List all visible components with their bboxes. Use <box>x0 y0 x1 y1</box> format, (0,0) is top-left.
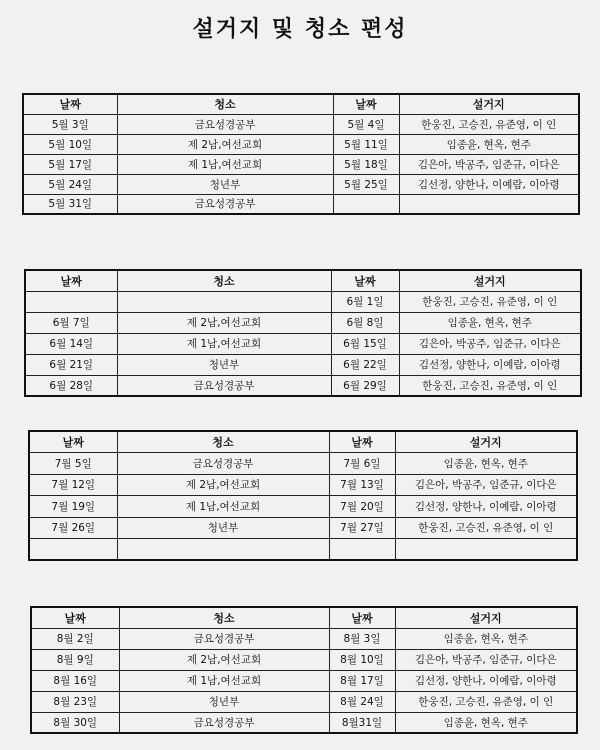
cell-dishes-members: 한웅진, 고승진, 유준영, 이 인 <box>399 291 581 312</box>
table-row <box>23 194 579 214</box>
cell-date: 8월 3일 <box>329 628 395 649</box>
cell-cleaning-group: 제 2남,여선교회 <box>117 134 333 154</box>
table-row <box>29 453 577 475</box>
cell-date <box>29 539 117 561</box>
header-date: 날짜 <box>29 431 117 453</box>
table-row <box>31 670 577 691</box>
cell-date: 8월 2일 <box>31 628 119 649</box>
cell-dishes-members: 임종윤, 현옥, 현주 <box>395 712 577 733</box>
cell-cleaning-group: 청년부 <box>117 517 329 539</box>
table-row <box>25 312 581 333</box>
cell-cleaning-group: 제 1남,여선교회 <box>117 154 333 174</box>
schedule-table-may <box>22 93 580 215</box>
cell-date: 8월 10일 <box>329 649 395 670</box>
table-row <box>23 134 579 154</box>
cell-cleaning-group: 제 2남,여선교회 <box>117 312 331 333</box>
cell-dishes-members: 임종윤, 현옥, 현주 <box>395 453 577 475</box>
table-row <box>25 333 581 354</box>
cell-date: 8월 24일 <box>329 691 395 712</box>
cell-date: 5월 17일 <box>23 154 117 174</box>
header-date: 날짜 <box>333 94 399 114</box>
cell-dishes-members: 한웅진, 고승진, 유준영, 이 인 <box>399 375 581 396</box>
header-cleaning: 청소 <box>119 607 329 628</box>
cell-dishes-members: 김선정, 양한나, 이예람, 이아령 <box>395 670 577 691</box>
cell-date: 5월 11일 <box>333 134 399 154</box>
header-date: 날짜 <box>23 94 117 114</box>
table-row <box>29 517 577 539</box>
header-date: 날짜 <box>329 607 395 628</box>
cell-cleaning-group <box>117 291 331 312</box>
cell-cleaning-group: 제 1남,여선교회 <box>117 496 329 518</box>
cell-cleaning-group: 금요성경공부 <box>117 453 329 475</box>
cell-dishes-members: 김은아, 박공주, 임준규, 이다은 <box>395 474 577 496</box>
cell-date: 6월 22일 <box>331 354 399 375</box>
cell-cleaning-group: 금요성경공부 <box>117 114 333 134</box>
header-row <box>25 270 581 291</box>
cell-cleaning-group: 금요성경공부 <box>119 712 329 733</box>
table-row <box>23 174 579 194</box>
header-date: 날짜 <box>31 607 119 628</box>
header-dishes: 설거지 <box>399 270 581 291</box>
cell-date: 5월 25일 <box>333 174 399 194</box>
cell-cleaning-group <box>117 539 329 561</box>
header-cleaning: 청소 <box>117 270 331 291</box>
cell-dishes-members: 임종윤, 현옥, 현주 <box>399 312 581 333</box>
cell-cleaning-group: 제 1남,여선교회 <box>119 670 329 691</box>
cell-dishes-members: 한웅진, 고승진, 유준영, 이 인 <box>395 691 577 712</box>
cell-dishes-members: 김선정, 양한나, 이예람, 이아령 <box>399 354 581 375</box>
cell-date: 6월 7일 <box>25 312 117 333</box>
table-row <box>31 712 577 733</box>
table-row <box>25 354 581 375</box>
cell-dishes-members: 김은아, 박공주, 임준규, 이다은 <box>399 333 581 354</box>
cell-date: 8월 23일 <box>31 691 119 712</box>
cell-dishes-members <box>395 539 577 561</box>
cell-dishes-members <box>399 194 579 214</box>
table-row <box>31 691 577 712</box>
header-dishes: 설거지 <box>395 607 577 628</box>
cell-date: 6월 1일 <box>331 291 399 312</box>
cell-cleaning-group: 제 2남,여선교회 <box>119 649 329 670</box>
table-row <box>23 154 579 174</box>
cell-date: 7월 26일 <box>29 517 117 539</box>
table-row <box>31 628 577 649</box>
cell-date: 7월 6일 <box>329 453 395 475</box>
cell-dishes-members: 김선정, 양한나, 이예람, 이아령 <box>395 496 577 518</box>
cell-date: 8월 16일 <box>31 670 119 691</box>
cell-date: 8월 9일 <box>31 649 119 670</box>
schedule-table-june <box>24 269 582 397</box>
schedule-table-august <box>30 606 578 734</box>
cell-date: 6월 21일 <box>25 354 117 375</box>
cell-cleaning-group: 제 2남,여선교회 <box>117 474 329 496</box>
cell-date: 5월 31일 <box>23 194 117 214</box>
cell-date: 6월 14일 <box>25 333 117 354</box>
cell-cleaning-group: 금요성경공부 <box>117 194 333 214</box>
cell-cleaning-group: 청년부 <box>119 691 329 712</box>
cell-date: 5월 18일 <box>333 154 399 174</box>
header-cleaning: 청소 <box>117 431 329 453</box>
cell-date <box>333 194 399 214</box>
cell-date: 5월 4일 <box>333 114 399 134</box>
cell-dishes-members: 임종윤, 현옥, 현주 <box>395 628 577 649</box>
cell-date: 6월 15일 <box>331 333 399 354</box>
header-date: 날짜 <box>331 270 399 291</box>
table-row <box>29 496 577 518</box>
cell-date: 6월 29일 <box>331 375 399 396</box>
header-dishes: 설거지 <box>399 94 579 114</box>
table-row <box>25 291 581 312</box>
cell-dishes-members: 김은아, 박공주, 임준규, 이다은 <box>399 154 579 174</box>
cell-date: 5월 3일 <box>23 114 117 134</box>
cell-cleaning-group: 제 1남,여선교회 <box>117 333 331 354</box>
cell-date: 5월 24일 <box>23 174 117 194</box>
schedule-table-july <box>28 430 578 561</box>
cell-date: 6월 8일 <box>331 312 399 333</box>
cell-dishes-members: 임종윤, 현옥, 현주 <box>399 134 579 154</box>
table-row <box>29 539 577 561</box>
cell-date: 5월 10일 <box>23 134 117 154</box>
cell-cleaning-group: 청년부 <box>117 174 333 194</box>
cell-date: 7월 19일 <box>29 496 117 518</box>
cell-dishes-members: 김선정, 양한나, 이예람, 이아령 <box>399 174 579 194</box>
cell-date <box>329 539 395 561</box>
header-cleaning: 청소 <box>117 94 333 114</box>
cell-date <box>25 291 117 312</box>
header-row <box>23 94 579 114</box>
header-date: 날짜 <box>25 270 117 291</box>
cell-date: 8월 17일 <box>329 670 395 691</box>
header-dishes: 설거지 <box>395 431 577 453</box>
cell-date: 7월 13일 <box>329 474 395 496</box>
header-date: 날짜 <box>329 431 395 453</box>
cell-date: 7월 20일 <box>329 496 395 518</box>
table-row <box>23 114 579 134</box>
cell-cleaning-group: 청년부 <box>117 354 331 375</box>
header-row <box>31 607 577 628</box>
table-row <box>29 474 577 496</box>
cell-date: 6월 28일 <box>25 375 117 396</box>
header-row <box>29 431 577 453</box>
cell-dishes-members: 한웅진, 고승진, 유준영, 이 인 <box>399 114 579 134</box>
cell-date: 7월 27일 <box>329 517 395 539</box>
cell-date: 7월 12일 <box>29 474 117 496</box>
cell-date: 8월31일 <box>329 712 395 733</box>
table-row <box>25 375 581 396</box>
table-row <box>31 649 577 670</box>
cell-date: 8월 30일 <box>31 712 119 733</box>
cell-dishes-members: 한웅진, 고승진, 유준영, 이 인 <box>395 517 577 539</box>
cell-cleaning-group: 금요성경공부 <box>117 375 331 396</box>
cell-cleaning-group: 금요성경공부 <box>119 628 329 649</box>
cell-date: 7월 5일 <box>29 453 117 475</box>
page-title: 설거지 및 청소 편성 <box>192 17 408 42</box>
cell-dishes-members: 김은아, 박공주, 임준규, 이다은 <box>395 649 577 670</box>
